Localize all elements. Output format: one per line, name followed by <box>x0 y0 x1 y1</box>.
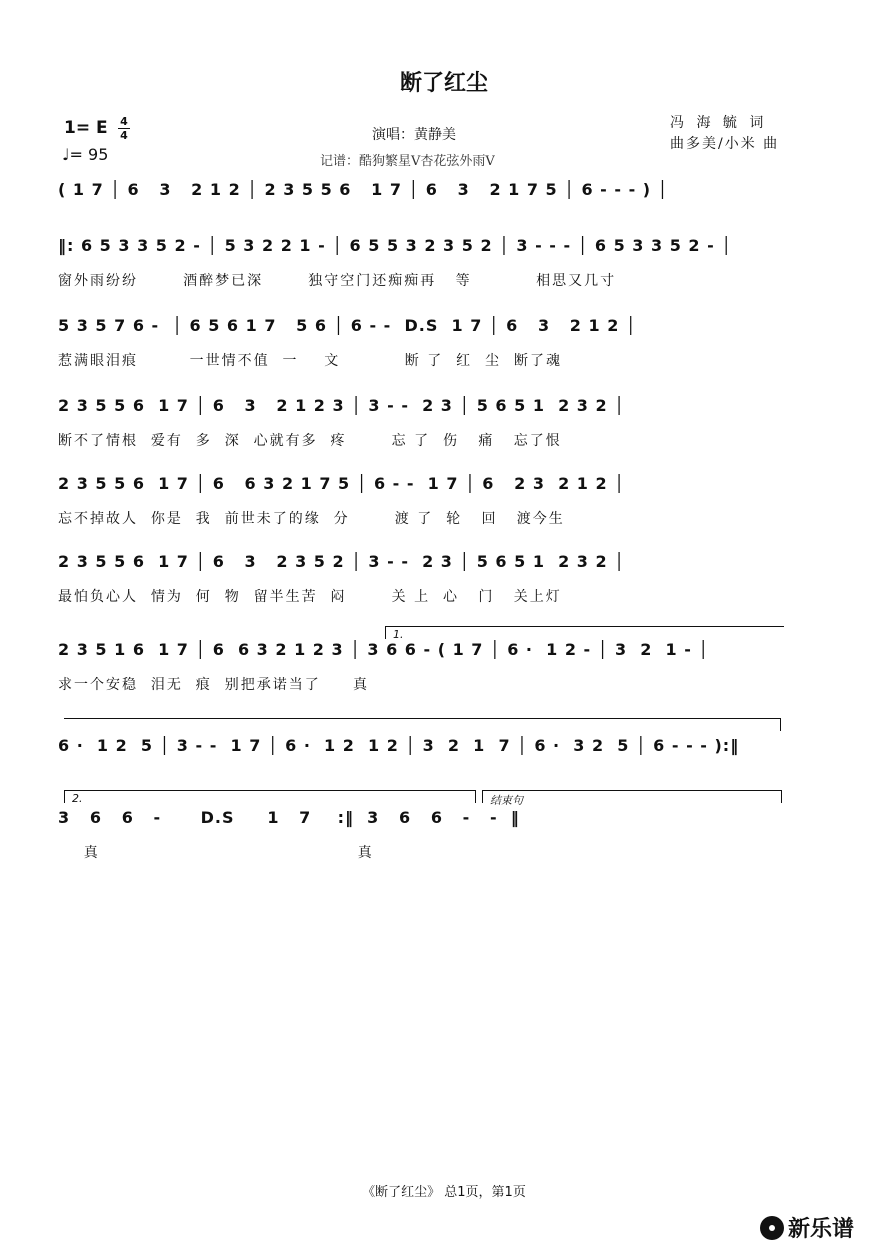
notation-line: ( 1 7 │ 6 3 2 1 2 │ 2 3 5 5 6 1 7 │ 6 3 2 1 7 5 │ 6 - - - ) │ <box>58 180 669 199</box>
lyrics-line: 最怕负心人 情为 何 物 留半生苦 闷 关 上 心 门 关上灯 <box>58 589 562 605</box>
notation-line: 2 3 5 1 6 1 7 │ 6 6 3 2 1 2 3 │ 3 6 6 - ( 1 7 │ 6 · 1 2 - │ 3 2 1 - │ <box>58 640 710 659</box>
lyricist-credit: 冯 海 毓 词 <box>670 115 768 131</box>
time-signature-bottom: 4 <box>120 129 128 142</box>
page-title: 断了红尘 <box>399 71 488 96</box>
site-logo <box>760 1212 854 1243</box>
volta-label-ending: 结束句 <box>490 794 523 807</box>
volta-label-first: 1. <box>393 628 404 641</box>
lyrics-line: 窗外雨纷纷 酒醉梦已深 独守空门还痴痴再 等 相思又几寸 <box>58 273 617 289</box>
notation-line: 2 3 5 5 6 1 7 │ 6 6 3 2 1 7 5 │ 6 - - 1 7 │ 6 2 3 2 1 2 │ <box>58 474 625 493</box>
volta-label-second: 2. <box>72 792 83 805</box>
record-disc-icon <box>760 1216 784 1240</box>
volta-bracket-second <box>64 790 476 803</box>
notation-line: 2 3 5 5 6 1 7 │ 6 3 2 1 2 3 │ 3 - - 2 3 │ 5 6 5 1 2 3 2 │ <box>58 396 625 415</box>
lyrics-line: 断不了情根 爱有 多 深 心就有多 疼 忘 了 伤 痛 忘了恨 <box>58 433 562 449</box>
lyrics-line: 真 真 <box>58 845 374 861</box>
volta-bracket-continued <box>64 718 781 731</box>
notation-line: 6 · 1 2 5 │ 3 - - 1 7 │ 6 · 1 2 1 2 │ 3 2 1 7 │ 6 · 3 2 5 │ 6 - - - ):‖ <box>58 736 740 755</box>
singer-credit: 演唱：黄静美 <box>372 127 456 143</box>
lyrics-line: 忘不掉故人 你是 我 前世未了的缘 分 渡 了 轮 回 渡今生 <box>58 511 565 527</box>
time-signature <box>118 116 130 141</box>
key-signature: 1= E <box>64 118 108 138</box>
volta-bracket-ending <box>482 790 782 803</box>
volta-bracket-first <box>385 626 784 639</box>
lyrics-line: 求一个安稳 泪无 痕 别把承诺当了 真 <box>58 677 369 693</box>
page-footer: 《断了红尘》 总1页，第1页 <box>362 1185 526 1200</box>
tempo-marking: ♩= 95 <box>62 145 109 164</box>
transcriber-credit: 记谱：酷狗繁星V杏花弦外雨V <box>320 154 495 169</box>
notation-line: 2 3 5 5 6 1 7 │ 6 3 2 3 5 2 │ 3 - - 2 3 │ 5 6 5 1 2 3 2 │ <box>58 552 625 571</box>
notation-line: 5 3 5 7 6 - │ 6 5 6 1 7 5 6 │ 6 - - D.S 1 7 │ 6 3 2 1 2 │ <box>58 316 637 335</box>
notation-line: 3 6 6 - D.S 1 7 :‖ 3 6 6 - - ‖ <box>58 808 520 827</box>
lyrics-line: 惹满眼泪痕 一世情不值 一 文 断 了 红 尘 断了魂 <box>58 353 562 369</box>
notation-line: ‖: 6 5 3 3 5 2 - │ 5 3 2 2 1 - │ 6 5 5 3 2 3 5 2 │ 3 - - - │ 6 5 3 3 5 2 - │ <box>58 236 732 255</box>
composer-credit: 曲多美/小米 曲 <box>670 136 780 152</box>
site-logo-text: 新乐谱 <box>788 1217 855 1242</box>
time-signature-top: 4 <box>120 115 128 128</box>
